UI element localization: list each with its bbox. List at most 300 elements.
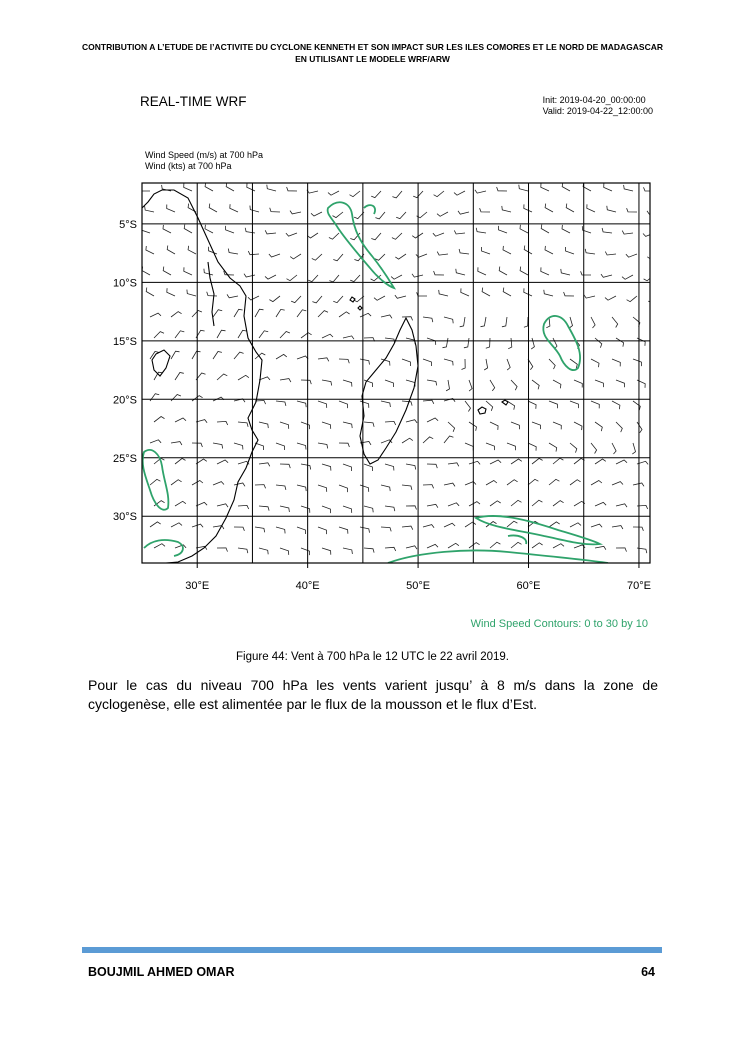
wind-barb (462, 359, 466, 370)
wind-barb (454, 230, 465, 234)
wind-barb (318, 569, 327, 575)
wind-barb (192, 351, 201, 359)
wind-barb (213, 482, 224, 485)
wind-barb (339, 443, 349, 447)
contour-southwest (143, 450, 169, 510)
wind-barb (217, 421, 228, 425)
wind-barb (469, 461, 480, 464)
wind-barb (205, 183, 213, 191)
wind-barb (591, 401, 599, 408)
wind-barb (490, 460, 501, 464)
wind-barb (163, 267, 171, 275)
wind-barb (591, 443, 597, 454)
wind-barb (465, 401, 471, 412)
wind-barb (616, 504, 627, 507)
wind-barb (391, 275, 402, 279)
wind-barb (217, 374, 227, 380)
wind-barb (286, 233, 297, 236)
wind-barb (385, 587, 396, 590)
wind-barb (265, 275, 276, 279)
wind-barb (227, 294, 238, 297)
wind-barb (423, 317, 433, 322)
wind-barb (175, 418, 186, 422)
lat-tick-label: 15°S (113, 335, 137, 348)
wind-barb (591, 568, 602, 572)
wind-barb (549, 443, 557, 452)
wind-barb (167, 246, 175, 255)
wind-barb (574, 380, 582, 388)
wind-barb (171, 312, 182, 317)
wind-barb (545, 204, 553, 212)
wind-barb (585, 249, 595, 254)
lat-tick-label: 5°S (119, 218, 137, 231)
wind-barb (465, 563, 476, 569)
wind-barb (167, 205, 175, 213)
wind-barb (374, 296, 385, 300)
wind-barb (553, 458, 563, 464)
figure-caption: Figure 44: Vent à 700 hPa le 12 UTC le 22 avril 2019. (236, 651, 509, 663)
wind-barb (541, 267, 549, 275)
wind-barb (276, 354, 287, 359)
wind-barb (184, 225, 192, 234)
wind-barb (654, 485, 658, 489)
wind-barb (402, 526, 413, 530)
wind-barb (175, 373, 184, 381)
wind-barb (248, 296, 259, 300)
wind-barb (301, 380, 311, 384)
wind-barb (385, 380, 394, 387)
wind-barb (448, 503, 459, 506)
wind-barb (297, 310, 306, 317)
wind-barb (396, 212, 406, 219)
wind-barb (280, 590, 289, 597)
wind-barb (561, 269, 570, 275)
wind-barb (541, 225, 549, 234)
wind-barb (484, 359, 487, 370)
lat-tick-label: 20°S (113, 394, 137, 407)
wind-barb (486, 338, 490, 348)
wind-barb (248, 251, 259, 255)
wind-barb (267, 185, 276, 191)
wind-barb (259, 331, 268, 338)
wind-barb (654, 401, 658, 411)
wind-barb (205, 225, 213, 233)
wind-barb (163, 225, 171, 233)
wind-barb (595, 590, 605, 594)
wind-barb (171, 395, 181, 402)
wind-barb (402, 485, 412, 490)
wind-barb (328, 191, 339, 195)
wind-map (88, 90, 658, 600)
lake-victoria (152, 350, 170, 376)
wind-barb (291, 296, 301, 303)
wind-barb (276, 309, 285, 317)
wrf-wind-map-figure (88, 90, 658, 635)
page-number: 64 (641, 965, 655, 979)
wind-barb (423, 565, 434, 569)
wind-barb (318, 485, 327, 492)
wind-barb (490, 380, 495, 391)
wind-barb (207, 292, 217, 296)
wind-barb (651, 443, 655, 454)
wind-barb (385, 464, 394, 471)
wind-barb (339, 569, 349, 574)
wind-barb (287, 187, 297, 191)
wind-barb (591, 524, 602, 527)
wind-barb (626, 254, 637, 257)
wind-barb (448, 422, 455, 432)
wind-barb (511, 380, 517, 390)
wind-barb (154, 587, 165, 590)
wind-barb (392, 233, 402, 239)
wind-barb (171, 442, 182, 445)
wind-barb (343, 506, 352, 513)
wind-barb (406, 380, 415, 387)
wind-barb (553, 422, 561, 429)
wind-barb (427, 464, 437, 468)
wind-barb (612, 359, 620, 366)
wind-barb (297, 527, 306, 534)
wind-barb (175, 545, 186, 548)
wind-barb (381, 568, 392, 571)
wind-barb (318, 527, 327, 534)
wind-barb (469, 422, 477, 431)
wind-barb (140, 187, 151, 191)
wind-barb (612, 482, 623, 485)
wind-barb (280, 332, 290, 339)
wind-barb (154, 544, 165, 548)
wind-barb (591, 481, 602, 486)
wind-barb (469, 380, 472, 391)
wind-barb (460, 317, 465, 327)
wind-barb (360, 485, 369, 492)
wind-barb (343, 336, 354, 339)
wind-barb (507, 564, 518, 570)
wind-barb (490, 501, 501, 506)
wind-barb (591, 317, 595, 328)
wind-barb (339, 359, 349, 363)
wind-barb (308, 275, 318, 282)
madagascar-coastline (360, 318, 418, 464)
wind-barb (528, 564, 539, 569)
wind-barb (255, 569, 264, 576)
wind-barb (524, 317, 528, 327)
wind-barb (541, 183, 549, 191)
wind-barb (549, 401, 557, 408)
wind-barb (184, 267, 192, 275)
wind-barb (427, 338, 436, 345)
wind-barb (627, 208, 637, 212)
wind-barb (217, 330, 226, 338)
wind-barb (226, 183, 234, 191)
wind-barb (416, 254, 427, 257)
wind-barb (381, 315, 392, 318)
wind-barb (213, 443, 223, 449)
wind-speed-label: Wind Speed (m/s) at 700 hPa (145, 150, 264, 160)
wind-barb (406, 546, 417, 549)
wind-barb (238, 505, 249, 509)
wind-barb (297, 485, 306, 491)
wind-barb (343, 380, 352, 387)
wind-barb (287, 275, 298, 281)
wind-barb (439, 290, 448, 296)
wind-barb (654, 527, 658, 532)
wind-barb (503, 246, 511, 254)
wind-barb (524, 204, 532, 212)
wind-barb (154, 332, 164, 338)
wind-barb (234, 569, 244, 575)
wind-barb (616, 338, 624, 347)
wind-barb (423, 437, 433, 443)
wind-barb (448, 463, 459, 467)
wind-barb (528, 479, 538, 485)
wind-barb (360, 401, 369, 408)
wind-barb (322, 464, 331, 471)
wind-barb (276, 569, 285, 576)
wind-barb (605, 296, 616, 300)
wind-barb (230, 204, 238, 212)
wind-barb (427, 380, 437, 385)
wind-barb (259, 463, 270, 467)
valid-time: Valid: 2019-04-22_12:00:00 (542, 106, 653, 116)
wind-barb (213, 352, 222, 360)
wind-barb (175, 501, 186, 506)
footer-divider (82, 947, 662, 953)
wind-barb (307, 190, 318, 193)
wind-barb (654, 359, 658, 366)
wind-barb (312, 296, 322, 303)
wind-barb (375, 212, 385, 219)
wind-barb (464, 338, 469, 348)
wind-barb (564, 292, 574, 296)
wind-barb (150, 479, 160, 485)
wind-barb (322, 590, 332, 596)
wind-barb (329, 275, 339, 282)
wind-barb (255, 309, 264, 317)
wind-barb (333, 254, 343, 261)
wind-barb (145, 206, 154, 212)
wind-barb (497, 187, 507, 191)
wind-barb (591, 359, 599, 367)
wind-barb (574, 458, 585, 464)
wind-barb (423, 525, 434, 528)
wind-barb (490, 542, 500, 548)
wind-barb (297, 401, 306, 407)
wind-barb (595, 459, 606, 464)
wind-barb (607, 206, 616, 212)
wind-barb (612, 569, 622, 573)
wind-barb (545, 246, 553, 254)
wind-barb (595, 338, 602, 348)
wind-barb (360, 359, 370, 365)
wind-barb (595, 546, 606, 549)
wind-barb (437, 252, 448, 256)
wind-barb (508, 338, 512, 349)
wind-barb (423, 359, 432, 366)
wind-barb (490, 584, 501, 590)
wind-barb (519, 185, 528, 191)
wind-barb (427, 418, 438, 422)
wind-barb (647, 211, 658, 214)
wind-barb (175, 458, 186, 464)
wind-barb (584, 295, 595, 298)
wind-barb (524, 288, 532, 296)
wind-barb (385, 506, 395, 511)
wind-barb (171, 567, 182, 570)
wind-barb (238, 422, 248, 427)
wind-barb (171, 351, 180, 359)
wind-barb (276, 485, 286, 490)
wind-barb (595, 502, 606, 506)
wind-barb (574, 422, 582, 430)
wind-barb (364, 464, 373, 471)
wind-barb (612, 317, 618, 328)
wind-barb (395, 295, 406, 298)
wind-barb (622, 231, 633, 235)
wind-barb (549, 522, 560, 527)
wind-barb (448, 543, 459, 548)
wind-barb (549, 565, 560, 569)
wind-barb (456, 269, 465, 275)
wind-barb (437, 212, 448, 216)
wind-barb (570, 567, 581, 570)
wind-barb (385, 547, 396, 551)
wind-barb (502, 206, 511, 212)
wind-barb (255, 485, 266, 489)
wind-barb (146, 246, 154, 254)
contour-south-upper (476, 516, 600, 544)
wind-barb (465, 443, 473, 451)
wind-barb (322, 334, 333, 338)
footer-author: BOUJMIL AHMED OMAR (88, 965, 235, 979)
wind-barb (587, 204, 595, 212)
wind-barb (486, 563, 496, 569)
wind-barb (142, 267, 150, 275)
wind-barb (297, 356, 308, 359)
wind-barb (412, 274, 423, 277)
wind-barb (217, 590, 227, 596)
wind-barb (395, 254, 406, 259)
wind-barb (339, 401, 348, 408)
wind-barb (553, 544, 564, 548)
wind-barb (406, 506, 417, 510)
wind-barb (616, 460, 627, 464)
wind-barb (333, 212, 344, 218)
lat-tick-label: 25°S (113, 452, 137, 465)
wind-barb (297, 443, 306, 450)
wind-barb (570, 359, 577, 368)
wind-barb (192, 568, 203, 572)
contour-north-tip (364, 205, 375, 214)
wind-barb (469, 502, 480, 506)
wind-barb (633, 569, 643, 575)
wind-barb (276, 443, 285, 450)
wind-barb (184, 183, 192, 191)
wind-barb (290, 211, 301, 214)
wind-barb (364, 506, 373, 512)
wind-barb (333, 296, 343, 303)
wind-barb (188, 246, 196, 254)
wind-barb (583, 183, 591, 191)
wind-barb (270, 208, 280, 212)
wind-barb (213, 310, 222, 317)
wind-barb (570, 401, 579, 408)
wind-barb (255, 527, 265, 532)
wind-barb (448, 584, 459, 590)
wind-barb (167, 288, 175, 296)
wind-barb (532, 543, 543, 548)
wind-barb (465, 522, 476, 527)
wind-barb (259, 422, 268, 428)
wind-barb (360, 313, 371, 317)
wind-barb (175, 589, 186, 593)
wind-barb (301, 548, 310, 555)
wind-barb (654, 317, 658, 326)
wind-barb (498, 226, 507, 233)
wind-speed-contours (143, 202, 608, 563)
wind-barb (171, 523, 182, 527)
axis-tick-labels (113, 219, 651, 592)
wind-barb (238, 590, 247, 597)
wind-barb (329, 233, 339, 239)
lon-tick-label: 40°E (295, 580, 320, 592)
wind-barb (476, 228, 486, 233)
wind-barb (637, 338, 645, 346)
header-line-1: CONTRIBUTION A L’ETUDE DE l’ACTIVITE DU CYCLONE KENNETH ET SON IMPACT SUR LES ILES COMORES ET LE NORD DE MADAGASCAR (81, 42, 663, 52)
contour-south-lower (388, 550, 608, 563)
wind-barb (234, 309, 243, 317)
wind-barb (507, 480, 518, 485)
wind-barb (276, 401, 286, 406)
wind-barb (322, 422, 331, 429)
wind-barb (465, 482, 476, 485)
wind-barb (632, 443, 635, 454)
wind-barb (486, 401, 493, 411)
wind-barb (531, 338, 534, 349)
wind-barb (612, 443, 616, 454)
wind-barb (381, 485, 390, 491)
wind-barb (187, 290, 196, 296)
wind-barb (637, 380, 645, 388)
wind-barb (350, 191, 361, 197)
wind-barbs (140, 183, 659, 597)
wind-barb (154, 417, 165, 423)
wind-barb (581, 271, 591, 275)
wind-barb (213, 569, 223, 573)
figure-title: REAL-TIME WRF (140, 94, 247, 109)
wind-barb (553, 380, 561, 388)
wind-barb (511, 542, 522, 548)
wind-barb (343, 464, 352, 471)
reunion-island (478, 407, 486, 414)
wind-barb-label: Wind (kts) at 700 hPa (145, 161, 232, 171)
wind-barb (532, 422, 541, 429)
wind-barb (234, 527, 244, 531)
wind-barb (280, 422, 289, 429)
wind-barb (364, 589, 375, 593)
wind-barb (528, 401, 536, 409)
wind-barb (427, 504, 438, 507)
wind-barb (406, 420, 417, 423)
wind-barb (301, 333, 312, 338)
wind-barb (633, 527, 643, 531)
wind-barb (616, 380, 624, 387)
wind-barb (280, 506, 289, 512)
wind-barb (502, 317, 507, 327)
wind-barb (562, 183, 570, 191)
wind-barb (511, 422, 519, 429)
wind-barb (475, 190, 486, 193)
